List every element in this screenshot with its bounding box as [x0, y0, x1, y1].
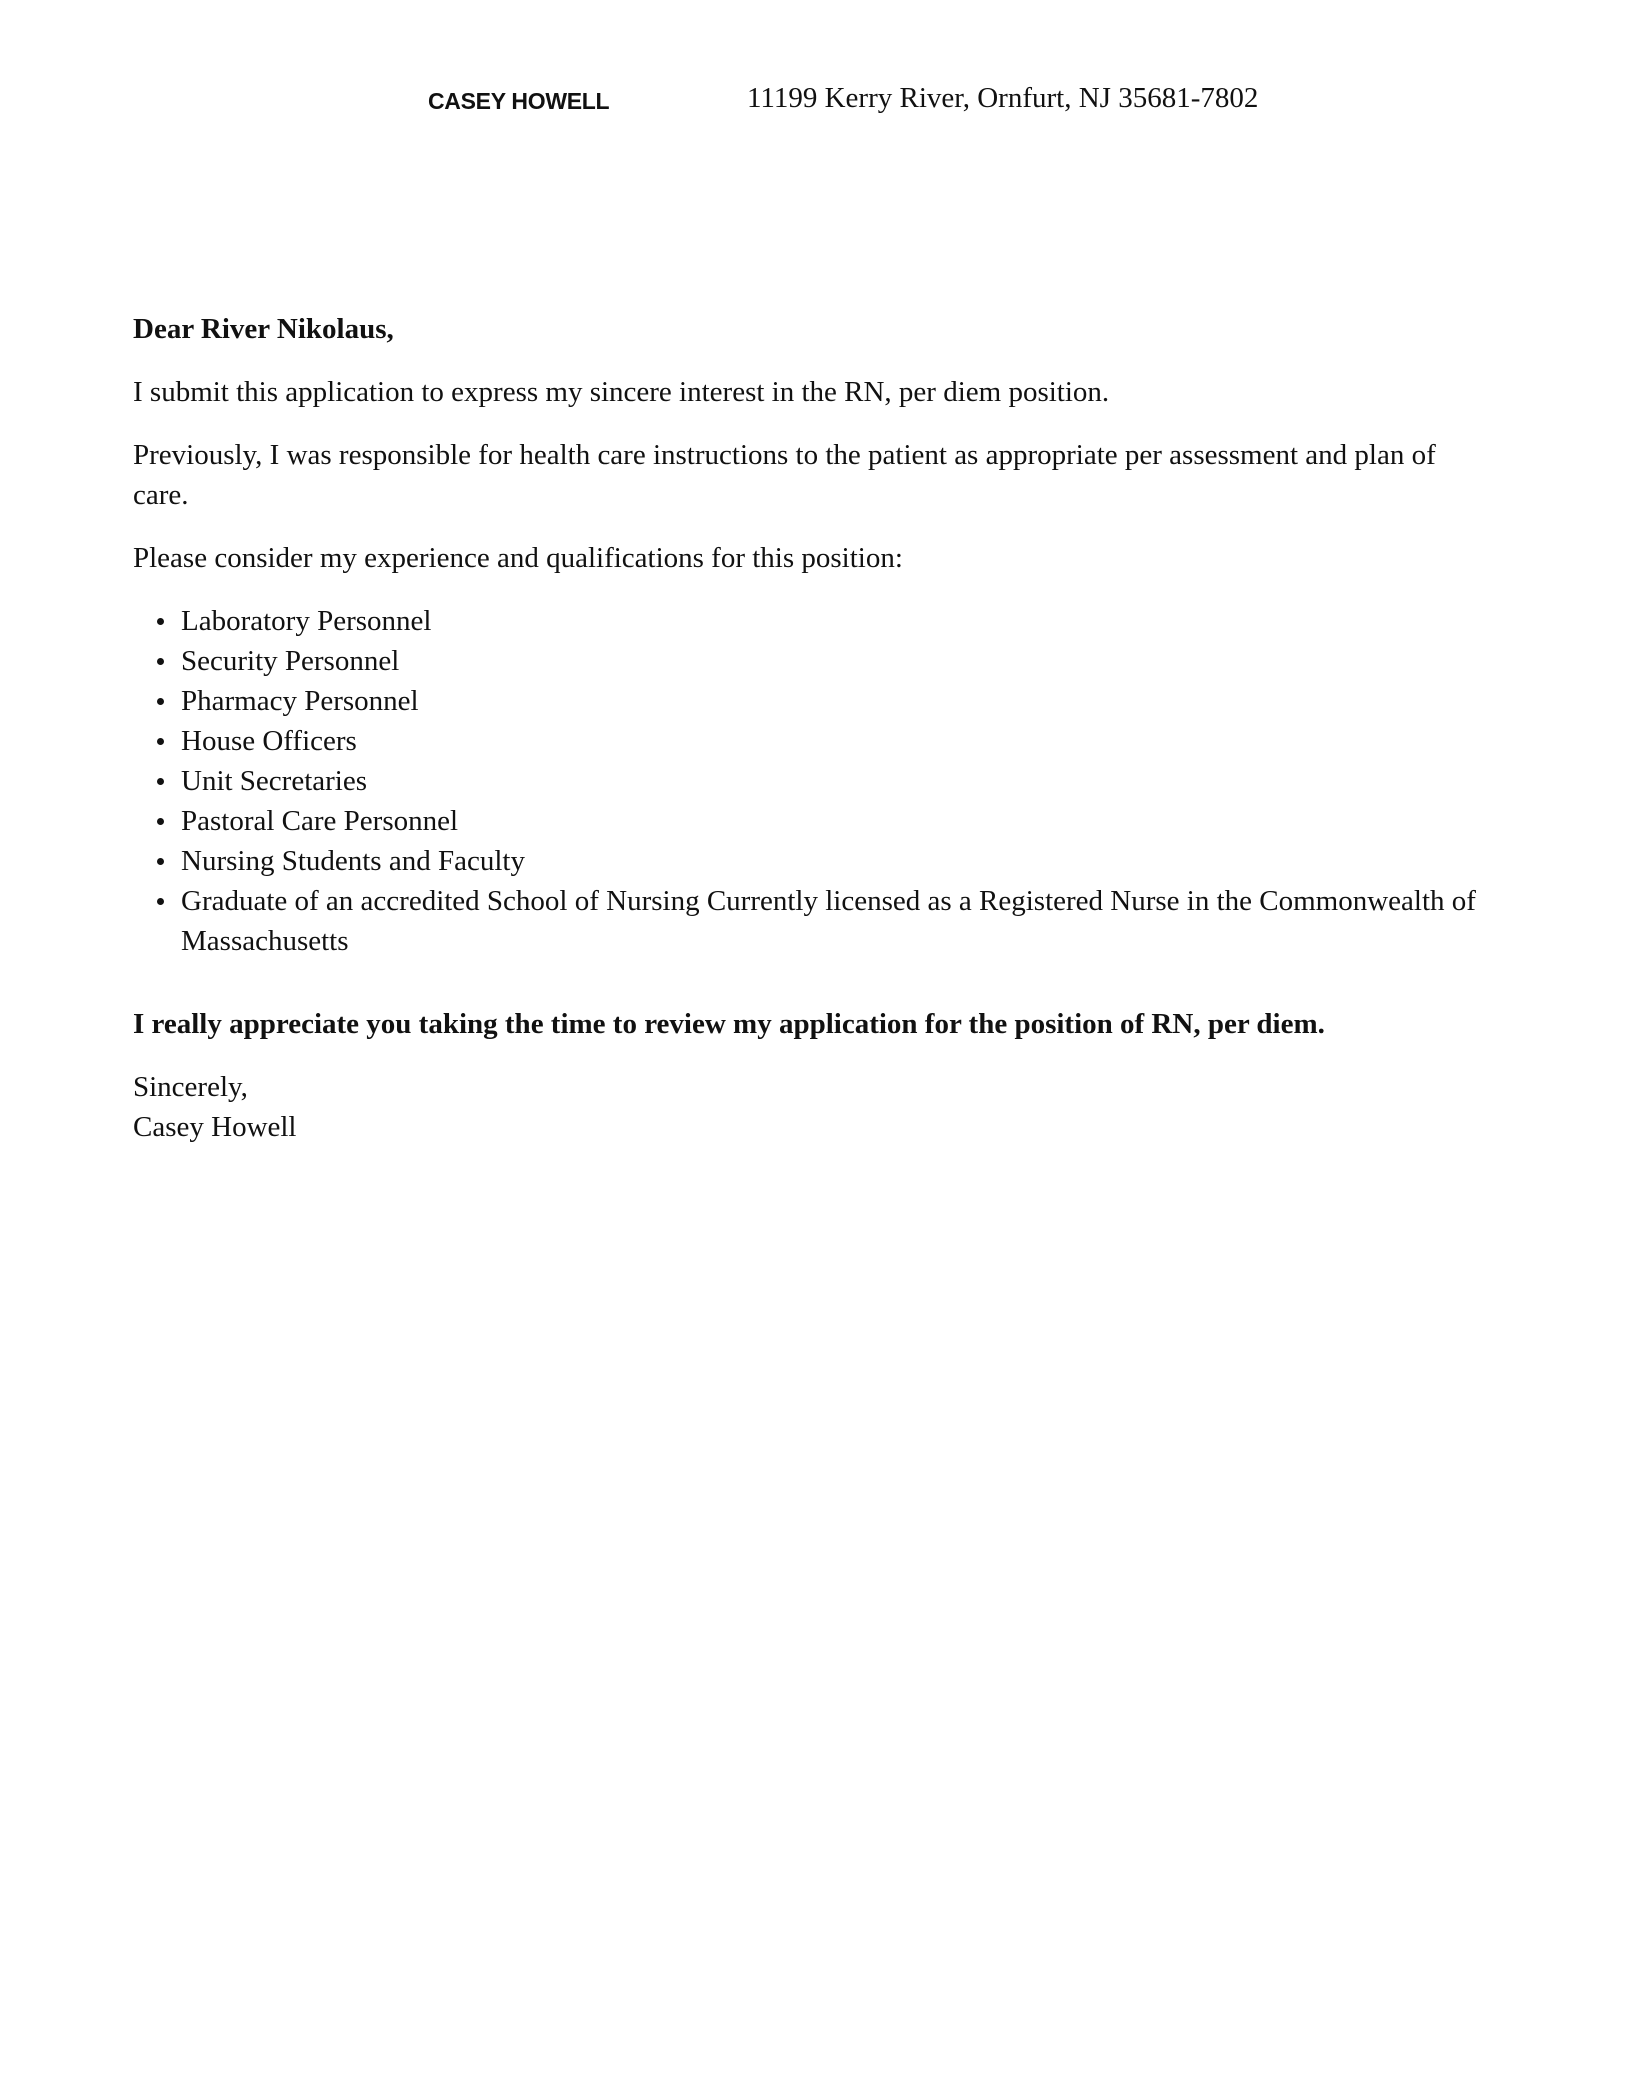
- letter-header: [0, 82, 1632, 122]
- list-item: House Officers: [181, 721, 1493, 761]
- experience-paragraph: Previously, I was responsible for health care instructions to the patient as appropriate per assessment and plan of care.: [133, 439, 1436, 511]
- list-item: Pastoral Care Personnel: [181, 801, 1493, 841]
- sender-address: 11199 Kerry River, Ornfurt, NJ 35681-7802: [747, 82, 1259, 114]
- intro-paragraph: I submit this application to express my sincere interest in the RN, per diem position.: [133, 376, 1110, 408]
- closing-statement: I really appreciate you taking the time to review my application for the position of RN, per diem.: [133, 1008, 1325, 1040]
- list-item: Laboratory Personnel: [181, 601, 1493, 641]
- qualifications-list: [133, 601, 1493, 961]
- signoff: Sincerely,: [133, 1071, 248, 1103]
- sender-name: CASEY HOWELL: [428, 88, 610, 114]
- list-item: Pharmacy Personnel: [181, 681, 1493, 721]
- list-item: Nursing Students and Faculty: [181, 841, 1493, 881]
- signature: Casey Howell: [133, 1111, 297, 1143]
- list-item: Unit Secretaries: [181, 761, 1493, 801]
- salutation: Dear River Nikolaus,: [133, 313, 394, 345]
- list-item: Graduate of an accredited School of Nursing Currently licensed as a Registered Nurse in the Commonwealth of Massachusetts: [181, 881, 1493, 961]
- qualifications-intro: Please consider my experience and qualifications for this position:: [133, 542, 903, 574]
- list-item: Security Personnel: [181, 641, 1493, 681]
- letter-body: [133, 309, 1493, 1147]
